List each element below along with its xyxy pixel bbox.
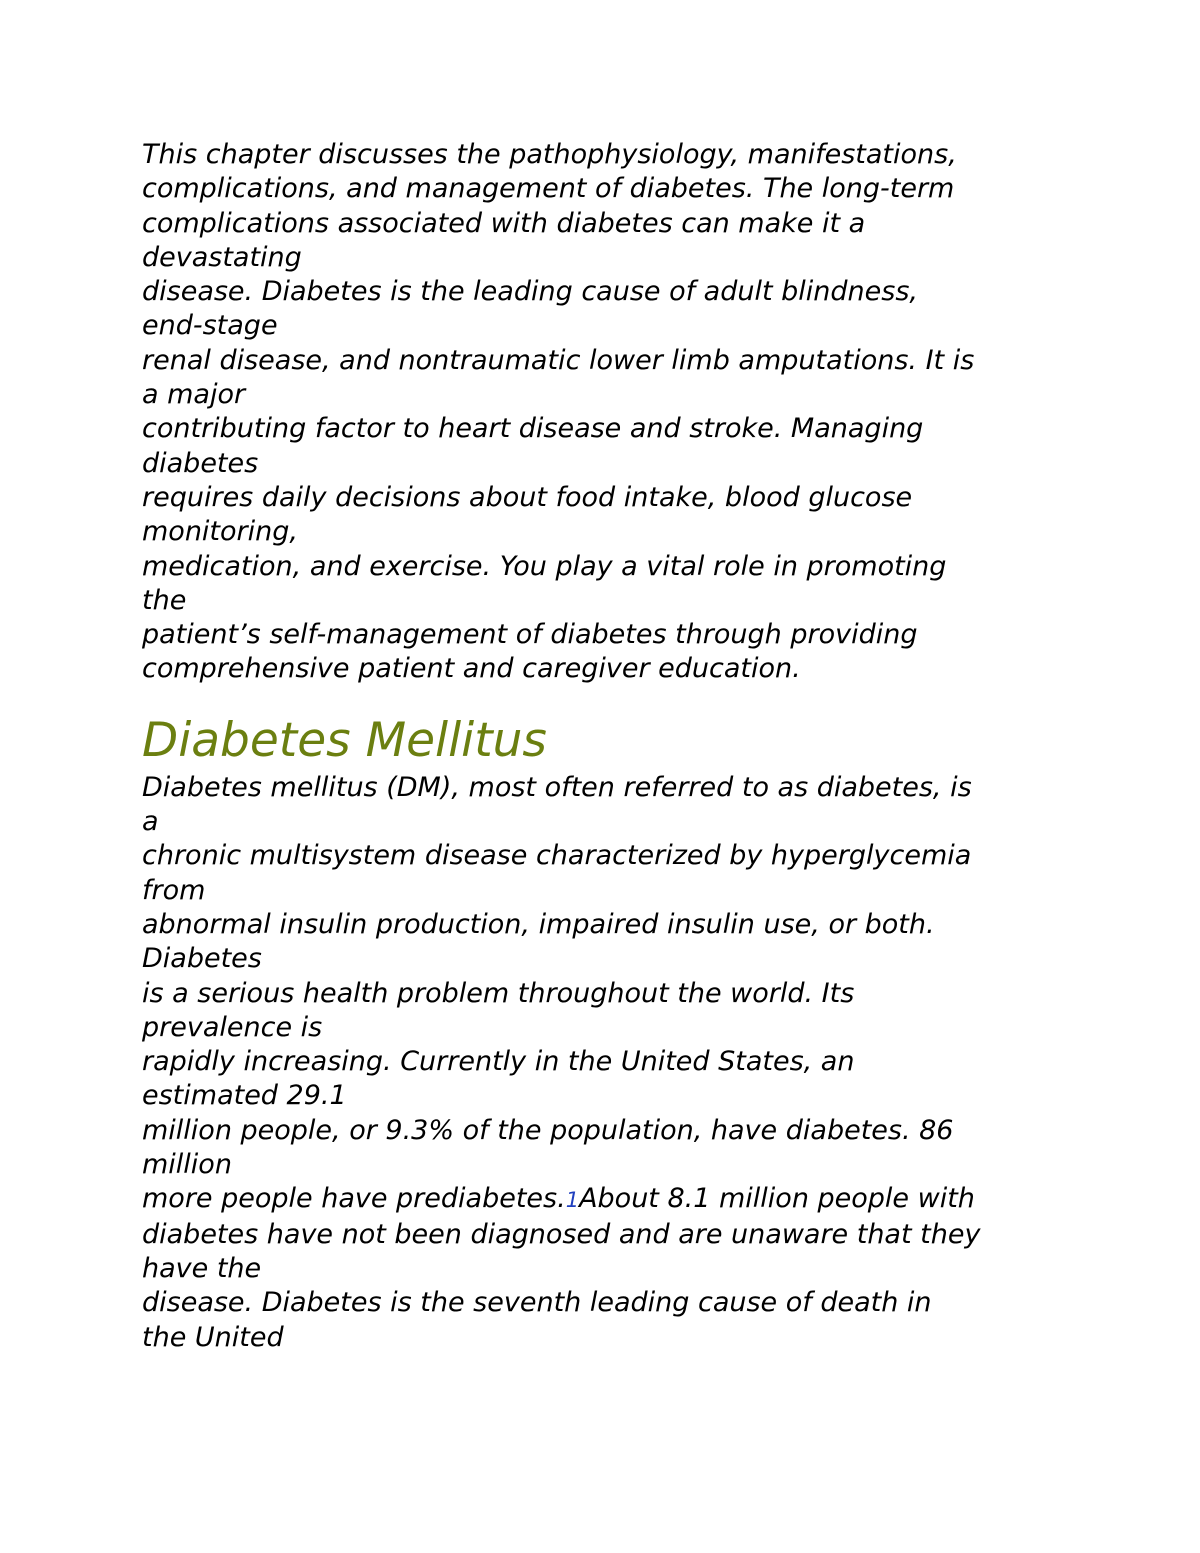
intro-line: monitoring, xyxy=(142,516,298,548)
intro-line: complications, and management of diabetes. The long-term xyxy=(142,173,955,205)
intro-line: disease. Diabetes is the leading cause of adult blindness, xyxy=(142,276,918,308)
intro-line: patient’s self-management of diabetes through providing xyxy=(142,619,918,651)
section-line: is a serious health problem throughout the world. Its xyxy=(142,977,855,1009)
section-line: million people, or 9.3% of the population, have diabetes. 86 xyxy=(142,1114,954,1146)
section-line: disease. Diabetes is the seventh leading cause of death in xyxy=(142,1287,932,1319)
intro-line: diabetes xyxy=(142,447,259,479)
intro-line: This chapter discusses the pathophysiology, manifestations, xyxy=(142,139,957,170)
section-line: rapidly increasing. Currently in the United States, an xyxy=(142,1046,855,1078)
intro-line: devastating xyxy=(142,241,302,273)
intro-line: the xyxy=(142,584,187,616)
section-line: Diabetes xyxy=(142,943,262,975)
section-line: prevalence is xyxy=(142,1011,323,1043)
intro-paragraph xyxy=(142,138,1062,687)
section-line: from xyxy=(142,874,206,906)
intro-line: comprehensive patient and caregiver education. xyxy=(142,653,801,685)
section-line: diabetes have not been diagnosed and are unaware that they xyxy=(142,1218,981,1250)
section-line: have the xyxy=(142,1252,262,1284)
footnote-line xyxy=(142,1182,1062,1217)
intro-line: renal disease, and nontraumatic lower limb amputations. It is xyxy=(142,344,975,376)
intro-line: complications associated with diabetes can make it a xyxy=(142,207,866,239)
section-line: Diabetes mellitus (DM), most often referred to as diabetes, is xyxy=(142,771,972,803)
section-line: million xyxy=(142,1149,232,1181)
section-line: chronic multisystem disease characterized by hyperglycemia xyxy=(142,840,972,872)
intro-line: a major xyxy=(142,379,246,411)
section-line: the United xyxy=(142,1321,284,1353)
section-heading: Diabetes Mellitus xyxy=(142,712,547,768)
intro-line: requires daily decisions about food intake, blood glucose xyxy=(142,481,913,513)
section-paragraph xyxy=(142,771,1062,1355)
document-page xyxy=(142,138,1062,1355)
section-line: estimated 29.1 xyxy=(142,1080,347,1112)
intro-line: contributing factor to heart disease and stroke. Managing xyxy=(142,413,924,445)
intro-line: medication, and exercise. You play a vital role in promoting xyxy=(142,550,947,582)
footnote-link[interactable]: 1 xyxy=(565,1188,580,1213)
section-line: a xyxy=(142,806,159,838)
footnote-line-after: About 8.1 million people with xyxy=(579,1183,975,1215)
footnote-line-before: more people have prediabetes. xyxy=(142,1183,566,1215)
intro-line: end-stage xyxy=(142,310,278,342)
section-line: abnormal insulin production, impaired insulin use, or both. xyxy=(142,908,935,940)
